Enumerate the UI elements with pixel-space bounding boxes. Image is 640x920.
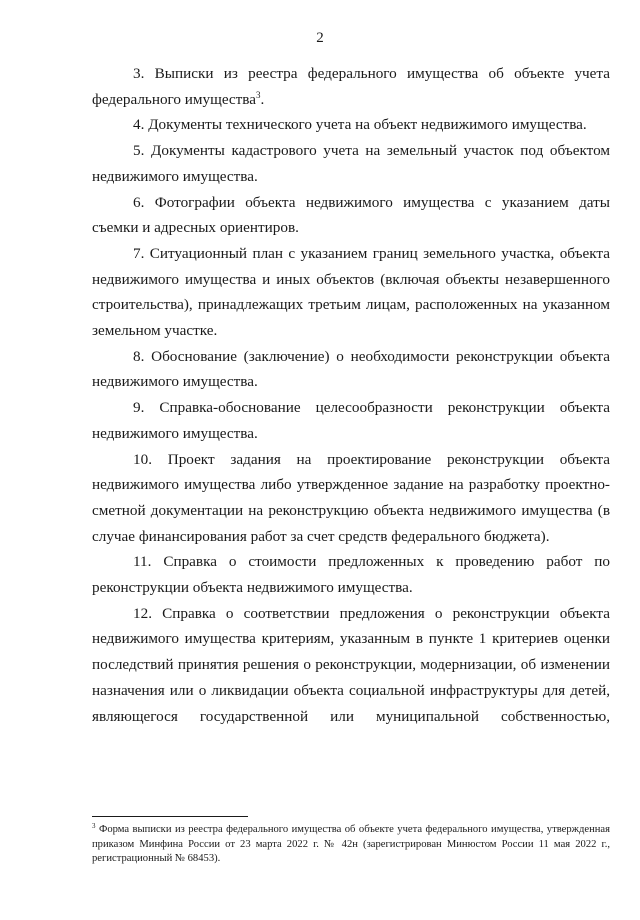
document-body	[92, 61, 610, 729]
paragraph-item-3	[92, 61, 610, 112]
paragraph-text: 3. Выписки из реестра федерального имущества об объекте учета федерального имущества	[92, 65, 610, 108]
footnote-text: Форма выписки из реестра федерального имущества об объекте учета федерального имущества, утвержденная приказом Минфина России от 23 марта 2022 г. № 42н (зарегистрирован Минюстом России 11 мая 2022 г., регистрационный № 68453).	[92, 824, 610, 865]
paragraph-item-4: 4. Документы технического учета на объект недвижимого имущества.	[133, 116, 587, 134]
footnote-reference: 3	[256, 89, 261, 100]
footnote-marker: 3	[92, 822, 96, 830]
paragraph-item-11: 11. Справка о стоимости предложенных к проведению работ по реконструкции объекта недвижимого имущества.	[92, 553, 610, 597]
paragraph-item-9: 9. Справка-обоснование целесообразности реконструкции объекта недвижимого имущества.	[92, 399, 610, 442]
paragraph-item-5: 5. Документы кадастрового учета на земельный участок под объектом недвижимого имущества.	[92, 142, 610, 185]
paragraph-item-10: 10. Проект задания на проектирование реконструкции объекта недвижимого имущества либо утвержденное задание на разработку проектно-сметной документации на реконструкцию объекта недвижимого имущества (в случае финансирования работ за счет средств федерального бюджета).	[92, 450, 610, 545]
page-number: 2	[316, 30, 324, 46]
paragraph-item-6: 6. Фотографии объекта недвижимого имущества с указанием даты съемки и адресных ориентиров.	[92, 193, 610, 237]
paragraph-item-12: 12. Справка о соответствии предложения о реконструкции объекта недвижимого имущества критериям, указанным в пункте 1 критериев оценки последствий принятия решения о реконструкции, модернизации, об изменении назначения или о ликвидации объекта социальной инфраструктуры для детей, являющегося государственной или муниципальной собственностью,	[92, 604, 610, 725]
paragraph-tail: .	[260, 90, 265, 108]
paragraph-item-8: 8. Обоснование (заключение) о необходимости реконструкции объекта недвижимого имущества.	[92, 347, 610, 391]
footnote-separator	[92, 816, 248, 817]
footnote	[92, 823, 610, 867]
paragraph-item-7: 7. Ситуационный план с указанием границ земельного участка, объекта недвижимого имущества и иных объектов (включая объекты незавершенного строительства), принадлежащих третьим лицам, расположенных на указанном земельном участке.	[92, 244, 610, 340]
